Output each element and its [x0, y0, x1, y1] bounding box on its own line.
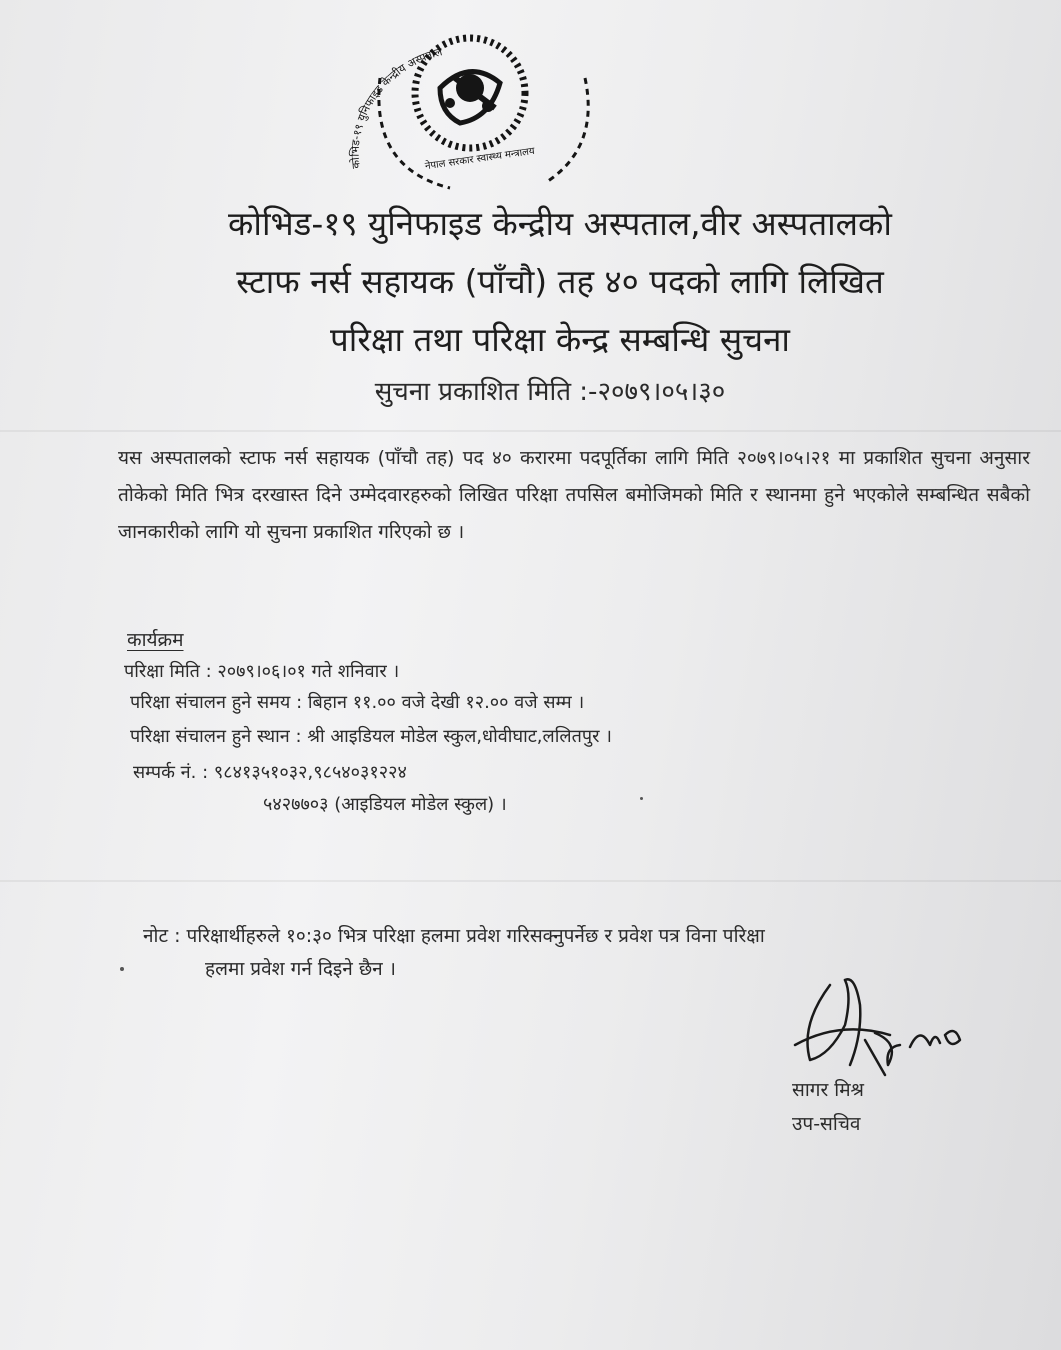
paper-fold: [0, 880, 1061, 882]
exam-date: परिक्षा मिति : २०७९।०६।०१ गते शनिवार ।: [124, 661, 400, 682]
exam-time: परिक्षा संचालन हुने समय : बिहान ११.०० वजे देखी १२.०० वजे सम्म ।: [130, 692, 585, 713]
note-line1: नोट : परिक्षार्थीहरुले १०:३० भित्र परिक्षा हलमा प्रवेश गरिसक्नुपर्नेछ र प्रवेश पत्र विना परिक्षा: [143, 925, 765, 947]
note-line2: हलमा प्रवेश गर्न दिइने छैन ।: [205, 958, 396, 980]
notice-body-paragraph: यस अस्पतालको स्टाफ नर्स सहायक (पाँचौ तह) पद ४० करारमा पदपूर्तिका लागि मिति २०७९।०५।२१ मा प्रकाशित सुचना अनुसार तोकेको मिति भित्र दरखास्त दिने उम्मेदवारहरुको लिखित परिक्षा तपसिल बमोजिमको मिति र स्थानमा हुने भएकोले सम्बन्धित सबैको जानकारीको लागि यो सुचना प्रकाशित गरिएको छ ।: [118, 447, 1030, 543]
exam-venue: परिक्षा संचालन हुने स्थान : श्री आइडियल मोडेल स्कुल,धोवीघाट,ललितपुर ।: [130, 726, 612, 747]
seal-inner-text: नेपाल सरकार स्वास्थ्य मन्त्रालय: [424, 145, 536, 173]
published-date: सुचना प्रकाशित मिति :-२०७९।०५।३०: [374, 377, 726, 407]
official-seal-stamp: [330, 18, 600, 218]
signatory-designation: उप-सचिव: [792, 1113, 861, 1135]
signatory-name: सागर मिश्र: [792, 1079, 865, 1101]
contact-numbers: सम्पर्क नं. : ९८४१३५१०३२,९८५४०३१२२४: [133, 762, 407, 783]
seal-arc-text: कोभिड-१९ युनिफाइड केन्द्रीय अस्पताल: [348, 45, 444, 170]
notice-title-line3: परिक्षा तथा परिक्षा केन्द्र सम्बन्धि सुचना: [330, 320, 790, 359]
notice-title-line1: कोभिड-१९ युनिफाइड केन्द्रीय अस्पताल,वीर अस्पतालको: [228, 204, 892, 243]
handwritten-signature: [790, 965, 970, 1080]
paper-fold: [0, 430, 1061, 432]
ink-speck: [640, 797, 643, 800]
contact-numbers-2: ५४२७७०३ (आइडियल मोडेल स्कुल) ।: [263, 794, 507, 815]
ink-speck: [120, 967, 124, 971]
notice-title-line2: स्टाफ नर्स सहायक (पाँचौ) तह ४० पदको लागि लिखित: [236, 262, 884, 301]
program-heading: कार्यक्रम: [127, 629, 184, 651]
